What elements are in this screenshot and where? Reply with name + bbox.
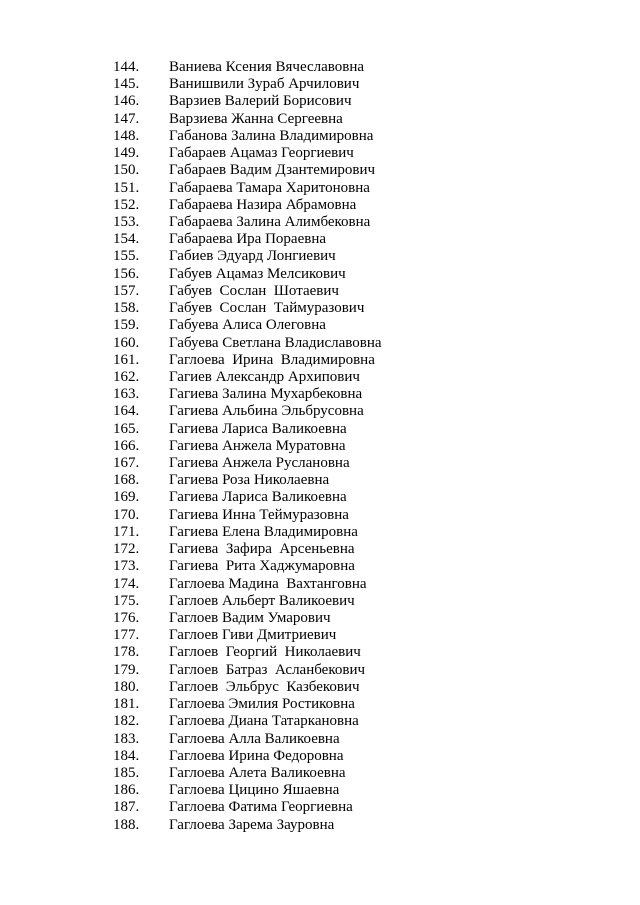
list-item-number: 150. [113, 162, 140, 179]
list-item-name: Гаглоева Зарема Зауровна [169, 816, 335, 833]
list-item-name: Гаглоева Цицино Яшаевна [169, 782, 340, 799]
list-item-number: 182. [113, 713, 140, 730]
list-item-name: Гаглоева Алла Валикоевна [169, 730, 340, 747]
list-item [0, 180, 640, 197]
list-item [0, 748, 640, 765]
list-item [0, 782, 640, 799]
list-item-number: 180. [113, 678, 140, 695]
list-item [0, 93, 640, 110]
list-item-number: 184. [113, 747, 140, 764]
list-item-name: Гаглоев Альберт Валикоевич [169, 592, 355, 609]
list-item-number: 158. [113, 300, 140, 317]
list-item-number: 171. [113, 523, 140, 540]
list-item [0, 369, 640, 386]
list-item [0, 162, 640, 179]
list-item [0, 145, 640, 162]
list-item-name: Гаглоева Эмилия Ростиковна [169, 696, 355, 713]
list-item-number: 155. [113, 248, 140, 265]
list-item-name: Гаглоева Мадина Вахтанговна [169, 575, 367, 592]
list-item-name: Гагиева Альбина Эльбрусовна [169, 403, 364, 420]
list-item-number: 173. [113, 558, 140, 575]
list-item [0, 455, 640, 472]
list-item-number: 174. [113, 575, 140, 592]
list-item-name: Габуев Ацамаз Мелсикович [169, 265, 346, 282]
list-item [0, 627, 640, 644]
list-item [0, 610, 640, 627]
list-item-name: Гагиева Роза Николаевна [169, 472, 330, 489]
list-item [0, 335, 640, 352]
list-item-number: 159. [113, 317, 140, 334]
list-item [0, 472, 640, 489]
list-item-number: 160. [113, 334, 140, 351]
list-item-name: Габиев Эдуард Лонгиевич [169, 248, 336, 265]
list-item [0, 386, 640, 403]
list-item-name: Гаглоев Гиви Дмитриевич [169, 627, 337, 644]
list-item-name: Габанова Залина Владимировна [169, 127, 374, 144]
list-item [0, 765, 640, 782]
list-item-name: Ванишвили Зураб Арчилович [169, 76, 360, 93]
list-item-number: 170. [113, 506, 140, 523]
list-item-number: 156. [113, 265, 140, 282]
list-item-name: Гагиева Лариса Валикоевна [169, 489, 347, 506]
list-item-name: Гаглоева Ирина Федоровна [169, 747, 344, 764]
list-item [0, 576, 640, 593]
list-item [0, 128, 640, 145]
name-list [0, 59, 640, 834]
list-item-number: 177. [113, 627, 140, 644]
list-item-name: Габуев Сослан Шотаевич [169, 282, 339, 299]
list-item-number: 183. [113, 730, 140, 747]
list-item-name: Гагиев Александр Архипович [169, 368, 360, 385]
list-item [0, 300, 640, 317]
list-item [0, 644, 640, 661]
list-item [0, 214, 640, 231]
list-item-number: 148. [113, 127, 140, 144]
list-item [0, 713, 640, 730]
list-item [0, 593, 640, 610]
list-item-name: Гагиева Анжела Муратовна [169, 437, 346, 454]
list-item [0, 197, 640, 214]
list-item [0, 266, 640, 283]
list-item-number: 153. [113, 213, 140, 230]
list-item-name: Габараева Назира Абрамовна [169, 196, 357, 213]
list-item-name: Гаглоев Батраз Асланбекович [169, 661, 366, 678]
list-item [0, 403, 640, 420]
list-item-number: 161. [113, 351, 140, 368]
list-item-name: Гагиева Елена Владимировна [169, 523, 358, 540]
list-item [0, 438, 640, 455]
list-item-number: 181. [113, 696, 140, 713]
list-item-number: 151. [113, 179, 140, 196]
list-item-number: 165. [113, 420, 140, 437]
list-item-name: Габуева Алиса Олеговна [169, 317, 326, 334]
list-item-number: 144. [113, 59, 140, 75]
list-item-number: 169. [113, 489, 140, 506]
list-item-number: 145. [113, 76, 140, 93]
list-item-name: Гаглоева Фатима Георгиевна [169, 799, 353, 816]
list-item [0, 799, 640, 816]
list-item-number: 175. [113, 592, 140, 609]
list-item-name: Габуева Светлана Владиславовна [169, 334, 382, 351]
list-item [0, 662, 640, 679]
list-item [0, 283, 640, 300]
list-item-number: 188. [113, 816, 140, 833]
list-item-name: Гагиева Инна Теймуразовна [169, 506, 349, 523]
list-item-number: 154. [113, 231, 140, 248]
list-item [0, 317, 640, 334]
list-item-number: 176. [113, 610, 140, 626]
list-item-number: 146. [113, 93, 140, 110]
list-item-name: Габараев Вадим Дзантемирович [169, 162, 376, 179]
list-item [0, 817, 640, 834]
list-item-number: 163. [113, 386, 140, 403]
list-item-name: Гаглоева Алета Валикоевна [169, 764, 346, 781]
list-item [0, 59, 640, 76]
list-item [0, 679, 640, 696]
list-item-number: 147. [113, 110, 140, 127]
list-item [0, 541, 640, 558]
list-item-number: 172. [113, 541, 140, 558]
list-item [0, 731, 640, 748]
list-item [0, 111, 640, 128]
list-item-number: 164. [113, 403, 140, 420]
list-item-name: Гагиева Зафира Арсеньевна [169, 541, 355, 558]
list-item-number: 167. [113, 455, 140, 472]
list-item [0, 421, 640, 438]
list-item [0, 231, 640, 248]
list-item-number: 187. [113, 799, 140, 816]
list-item-name: Варзиев Валерий Борисович [169, 93, 352, 110]
list-item [0, 696, 640, 713]
list-item-name: Гагиева Залина Мухарбековна [169, 386, 363, 403]
list-item-name: Гагиева Рита Хаджумаровна [169, 558, 355, 575]
list-item [0, 248, 640, 265]
list-item-name: Гаглоев Вадим Умарович [169, 610, 331, 626]
list-item-name: Габараева Тамара Харитоновна [169, 179, 370, 196]
list-item-name: Ваниева Ксения Вячеславовна [169, 59, 365, 75]
list-item-number: 185. [113, 764, 140, 781]
list-item-number: 157. [113, 282, 140, 299]
list-item-number: 179. [113, 661, 140, 678]
list-item-name: Гагиева Анжела Руслановна [169, 455, 350, 472]
list-item [0, 558, 640, 575]
list-item [0, 507, 640, 524]
list-item-name: Варзиева Жанна Сергеевна [169, 110, 343, 127]
list-item-number: 149. [113, 145, 140, 162]
list-item-number: 168. [113, 472, 140, 489]
list-item-name: Гаглоев Эльбрус Казбекович [169, 678, 360, 695]
list-item-name: Габуев Сослан Таймуразович [169, 300, 365, 317]
list-item-number: 186. [113, 782, 140, 799]
list-item-number: 152. [113, 196, 140, 213]
list-item [0, 352, 640, 369]
list-item-name: Габараева Ира Пораевна [169, 231, 327, 248]
list-item-name: Гаглоев Георгий Николаевич [169, 644, 361, 661]
list-item-name: Гагиева Лариса Валикоевна [169, 420, 347, 437]
list-item-number: 162. [113, 368, 140, 385]
list-item-name: Гаглоева Диана Татаркановна [169, 713, 359, 730]
list-item [0, 76, 640, 93]
list-item-number: 178. [113, 644, 140, 661]
list-item [0, 524, 640, 541]
list-item-name: Габараева Залина Алимбековна [169, 213, 371, 230]
list-item-number: 166. [113, 437, 140, 454]
list-item-name: Гаглоева Ирина Владимировна [169, 351, 375, 368]
list-item [0, 489, 640, 506]
list-item-name: Габараев Ацамаз Георгиевич [169, 145, 354, 162]
